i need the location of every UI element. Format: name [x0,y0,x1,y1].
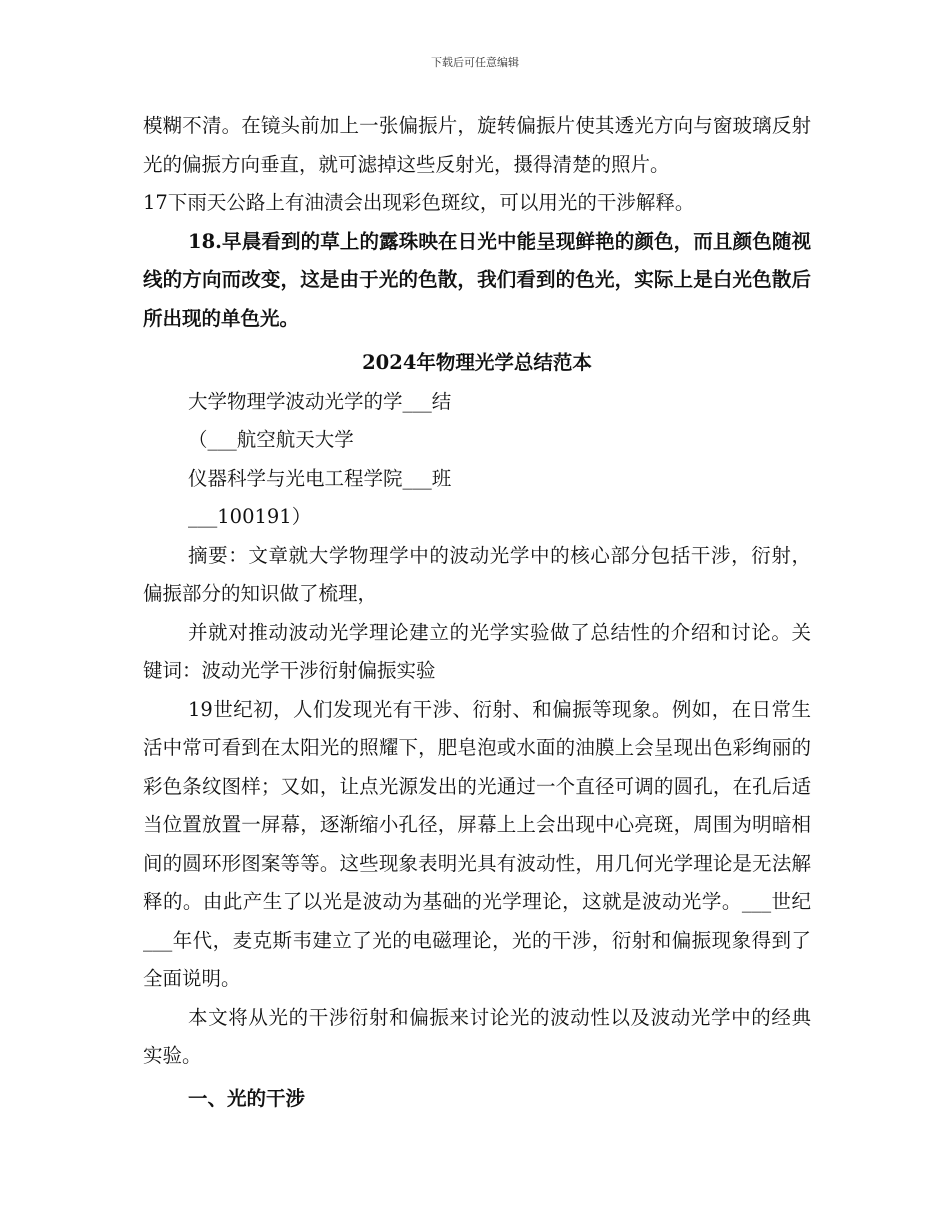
abstract-paragraph-2: 并就对推动波动光学理论建立的光学实验做了总结性的介绍和讨论。关键词：波动光学干涉衍射偏振实验 [143,620,811,682]
abstract-paragraph-1: 摘要：文章就大学物理学中的波动光学中的核心部分包括干涉，衍射，偏振部分的知识做了梳理， [143,543,811,605]
paragraph-item-18: 18.早晨看到的草上的露珠映在日光中能呈现鲜艳的颜色，而且颜色随视线的方向而改变，这是由于光的色散，我们看到的色光，实际上是白光色散后所出现的单色光。 [143,229,811,330]
intro-paragraph: 19世纪初，人们发现光有干涉、衍射、和偏振等现象。例如，在日常生活中常可看到在太阳光的照耀下，肥皂泡或水面的油膜上会呈现出色彩绚丽的彩色条纹图样；又如，让点光源发出的光通过一个直径可调的圆孔，在孔后适当位置放置一屏幕，逐渐缩小孔径，屏幕上上会出现中心亮斑，周围为明暗相间的圆环形图案等等。这些现象表明光具有波动性，用几何光学理论是无法解释的。由此产生了以光是波动为基础的光学理论，这就是波动光学。___世纪___年代，麦克斯韦建立了光的电磁理论，光的干涉，衍射和偏振现象得到了全面说明。 [143,697,811,990]
document-title: 2024年物理光学总结范本 [362,351,592,374]
paragraph-polarizer: 模糊不清。在镜头前加上一张偏振片，旋转偏振片使其透光方向与窗玻璃反射光的偏振方向垂直，就可滤掉这些反射光，摄得清楚的照片。 [143,114,811,176]
subtitle-line-4: ___100191） [188,505,312,528]
section-heading-interference: 一、光的干涉 [188,1086,306,1110]
subtitle-line-3: 仪器科学与光电工程学院___班 [188,466,452,490]
paragraph-item-17: 17下雨天公路上有油渍会出现彩色斑纹，可以用光的干涉解释。 [143,191,695,214]
subtitle-line-2: （___航空航天大学 [188,428,354,451]
subtitle-line-1: 大学物理学波动光学的学___结 [188,389,452,413]
page-header-note: 下载后可任意编辑 [431,56,519,69]
document-body [143,107,811,1118]
plan-paragraph: 本文将从光的干涉衍射和偏振来讨论光的波动性以及波动光学中的经典实验。 [143,1005,811,1067]
